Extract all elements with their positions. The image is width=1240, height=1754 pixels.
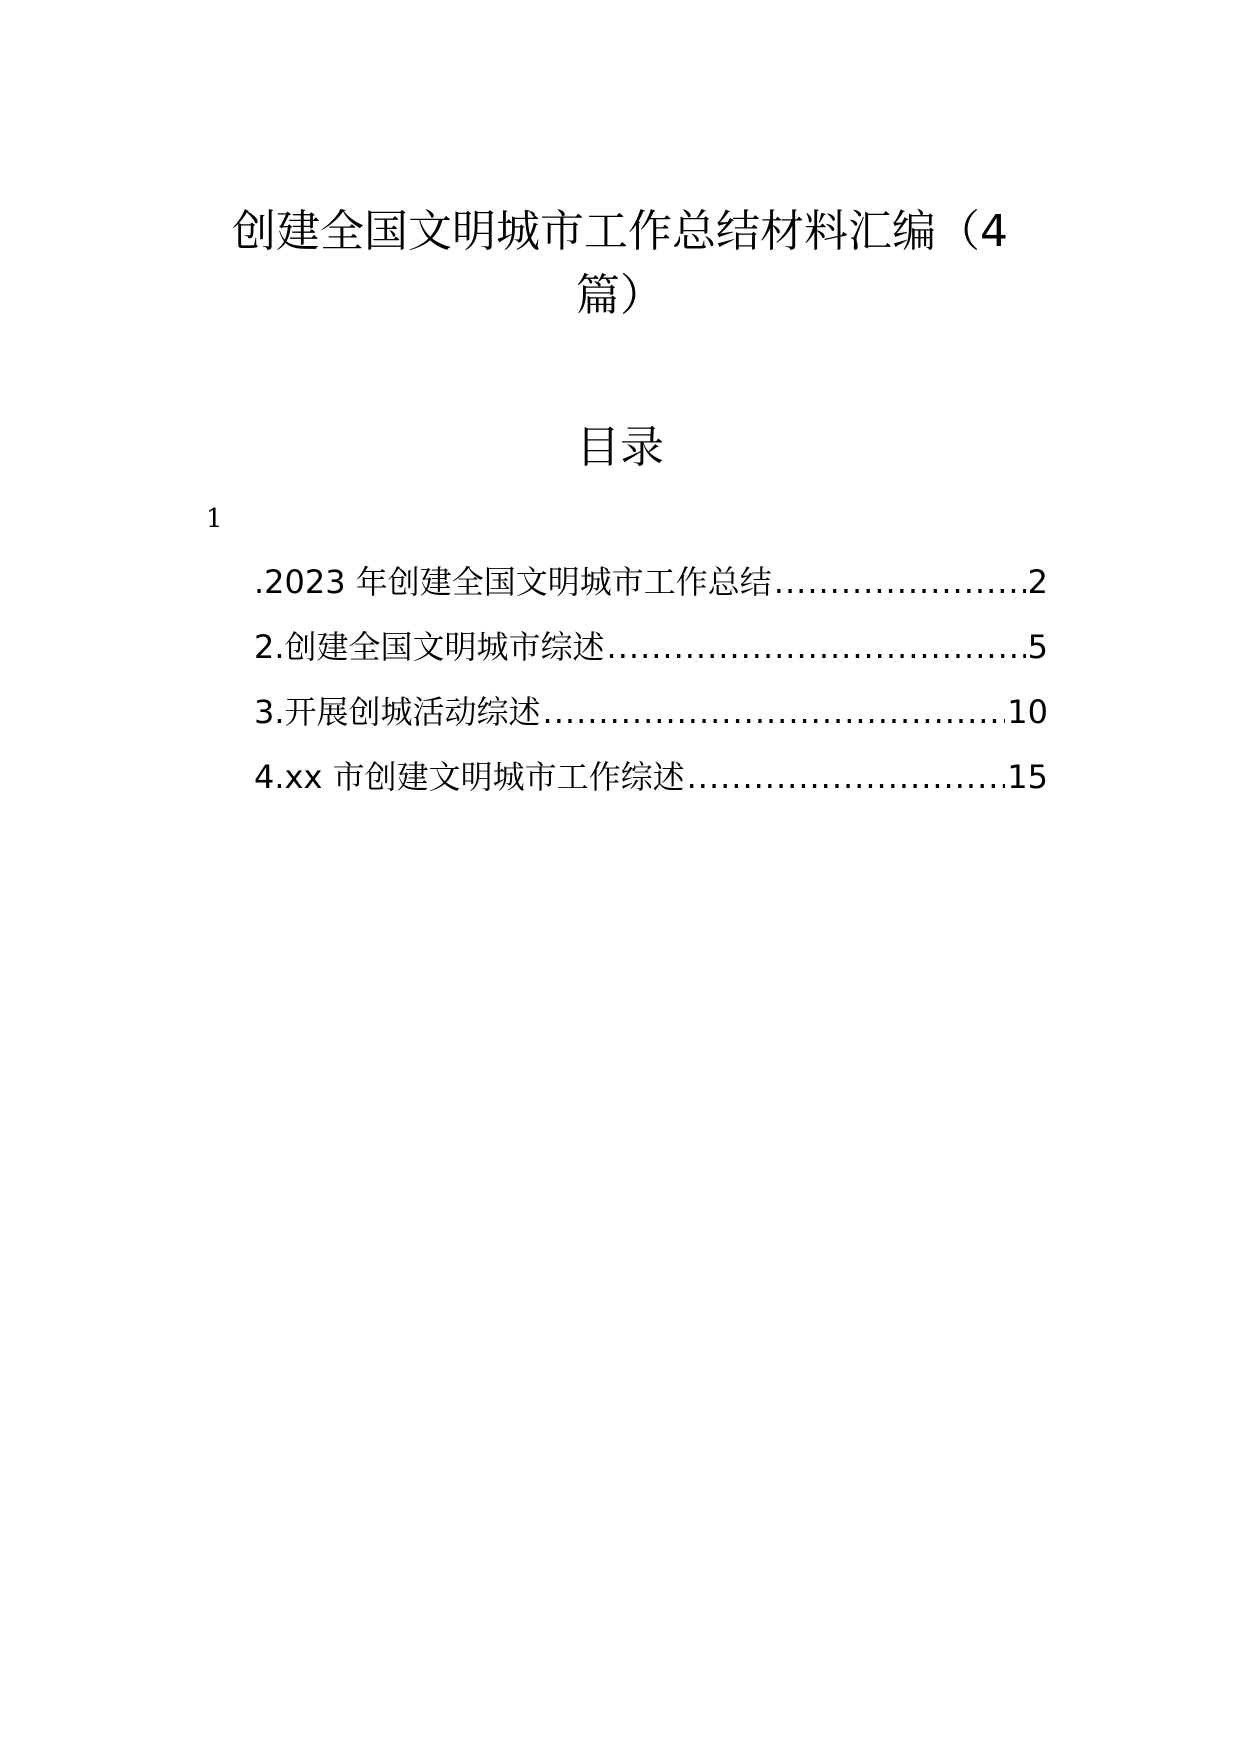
toc-dot-leader bbox=[607, 625, 1026, 669]
toc-entry-title: 3.开展创城活动综述 bbox=[254, 693, 541, 731]
toc-entry-4[interactable] bbox=[254, 755, 1048, 820]
toc-dot-leader bbox=[543, 690, 1006, 734]
toc-entry-page-number: 5 bbox=[1027, 628, 1048, 666]
toc-entry-3[interactable] bbox=[254, 690, 1048, 755]
toc-dot-leader bbox=[774, 560, 1026, 604]
toc-entry-title: .2023 年创建全国文明城市工作总结 bbox=[254, 563, 772, 601]
toc-entry-page-number: 2 bbox=[1027, 563, 1048, 601]
toc-dot-leader bbox=[687, 755, 1006, 799]
document-title-line-1: 创建全国文明城市工作总结材料汇编（4 bbox=[232, 206, 1008, 257]
toc-entry-title: 2.创建全国文明城市综述 bbox=[254, 628, 605, 666]
toc-entry-page-number: 10 bbox=[1007, 693, 1048, 731]
toc-entry-page-number: 15 bbox=[1007, 758, 1048, 796]
list-number: 1 bbox=[206, 504, 223, 534]
toc-entry-2[interactable] bbox=[254, 625, 1048, 690]
table-of-contents bbox=[254, 560, 1048, 820]
toc-heading: 目录 bbox=[576, 422, 664, 473]
document-title-line-2: 篇） bbox=[576, 270, 664, 321]
document-title bbox=[200, 200, 1040, 328]
toc-entry-1[interactable] bbox=[254, 560, 1048, 625]
toc-entry-title: 4.xx 市创建文明城市工作综述 bbox=[254, 758, 685, 796]
